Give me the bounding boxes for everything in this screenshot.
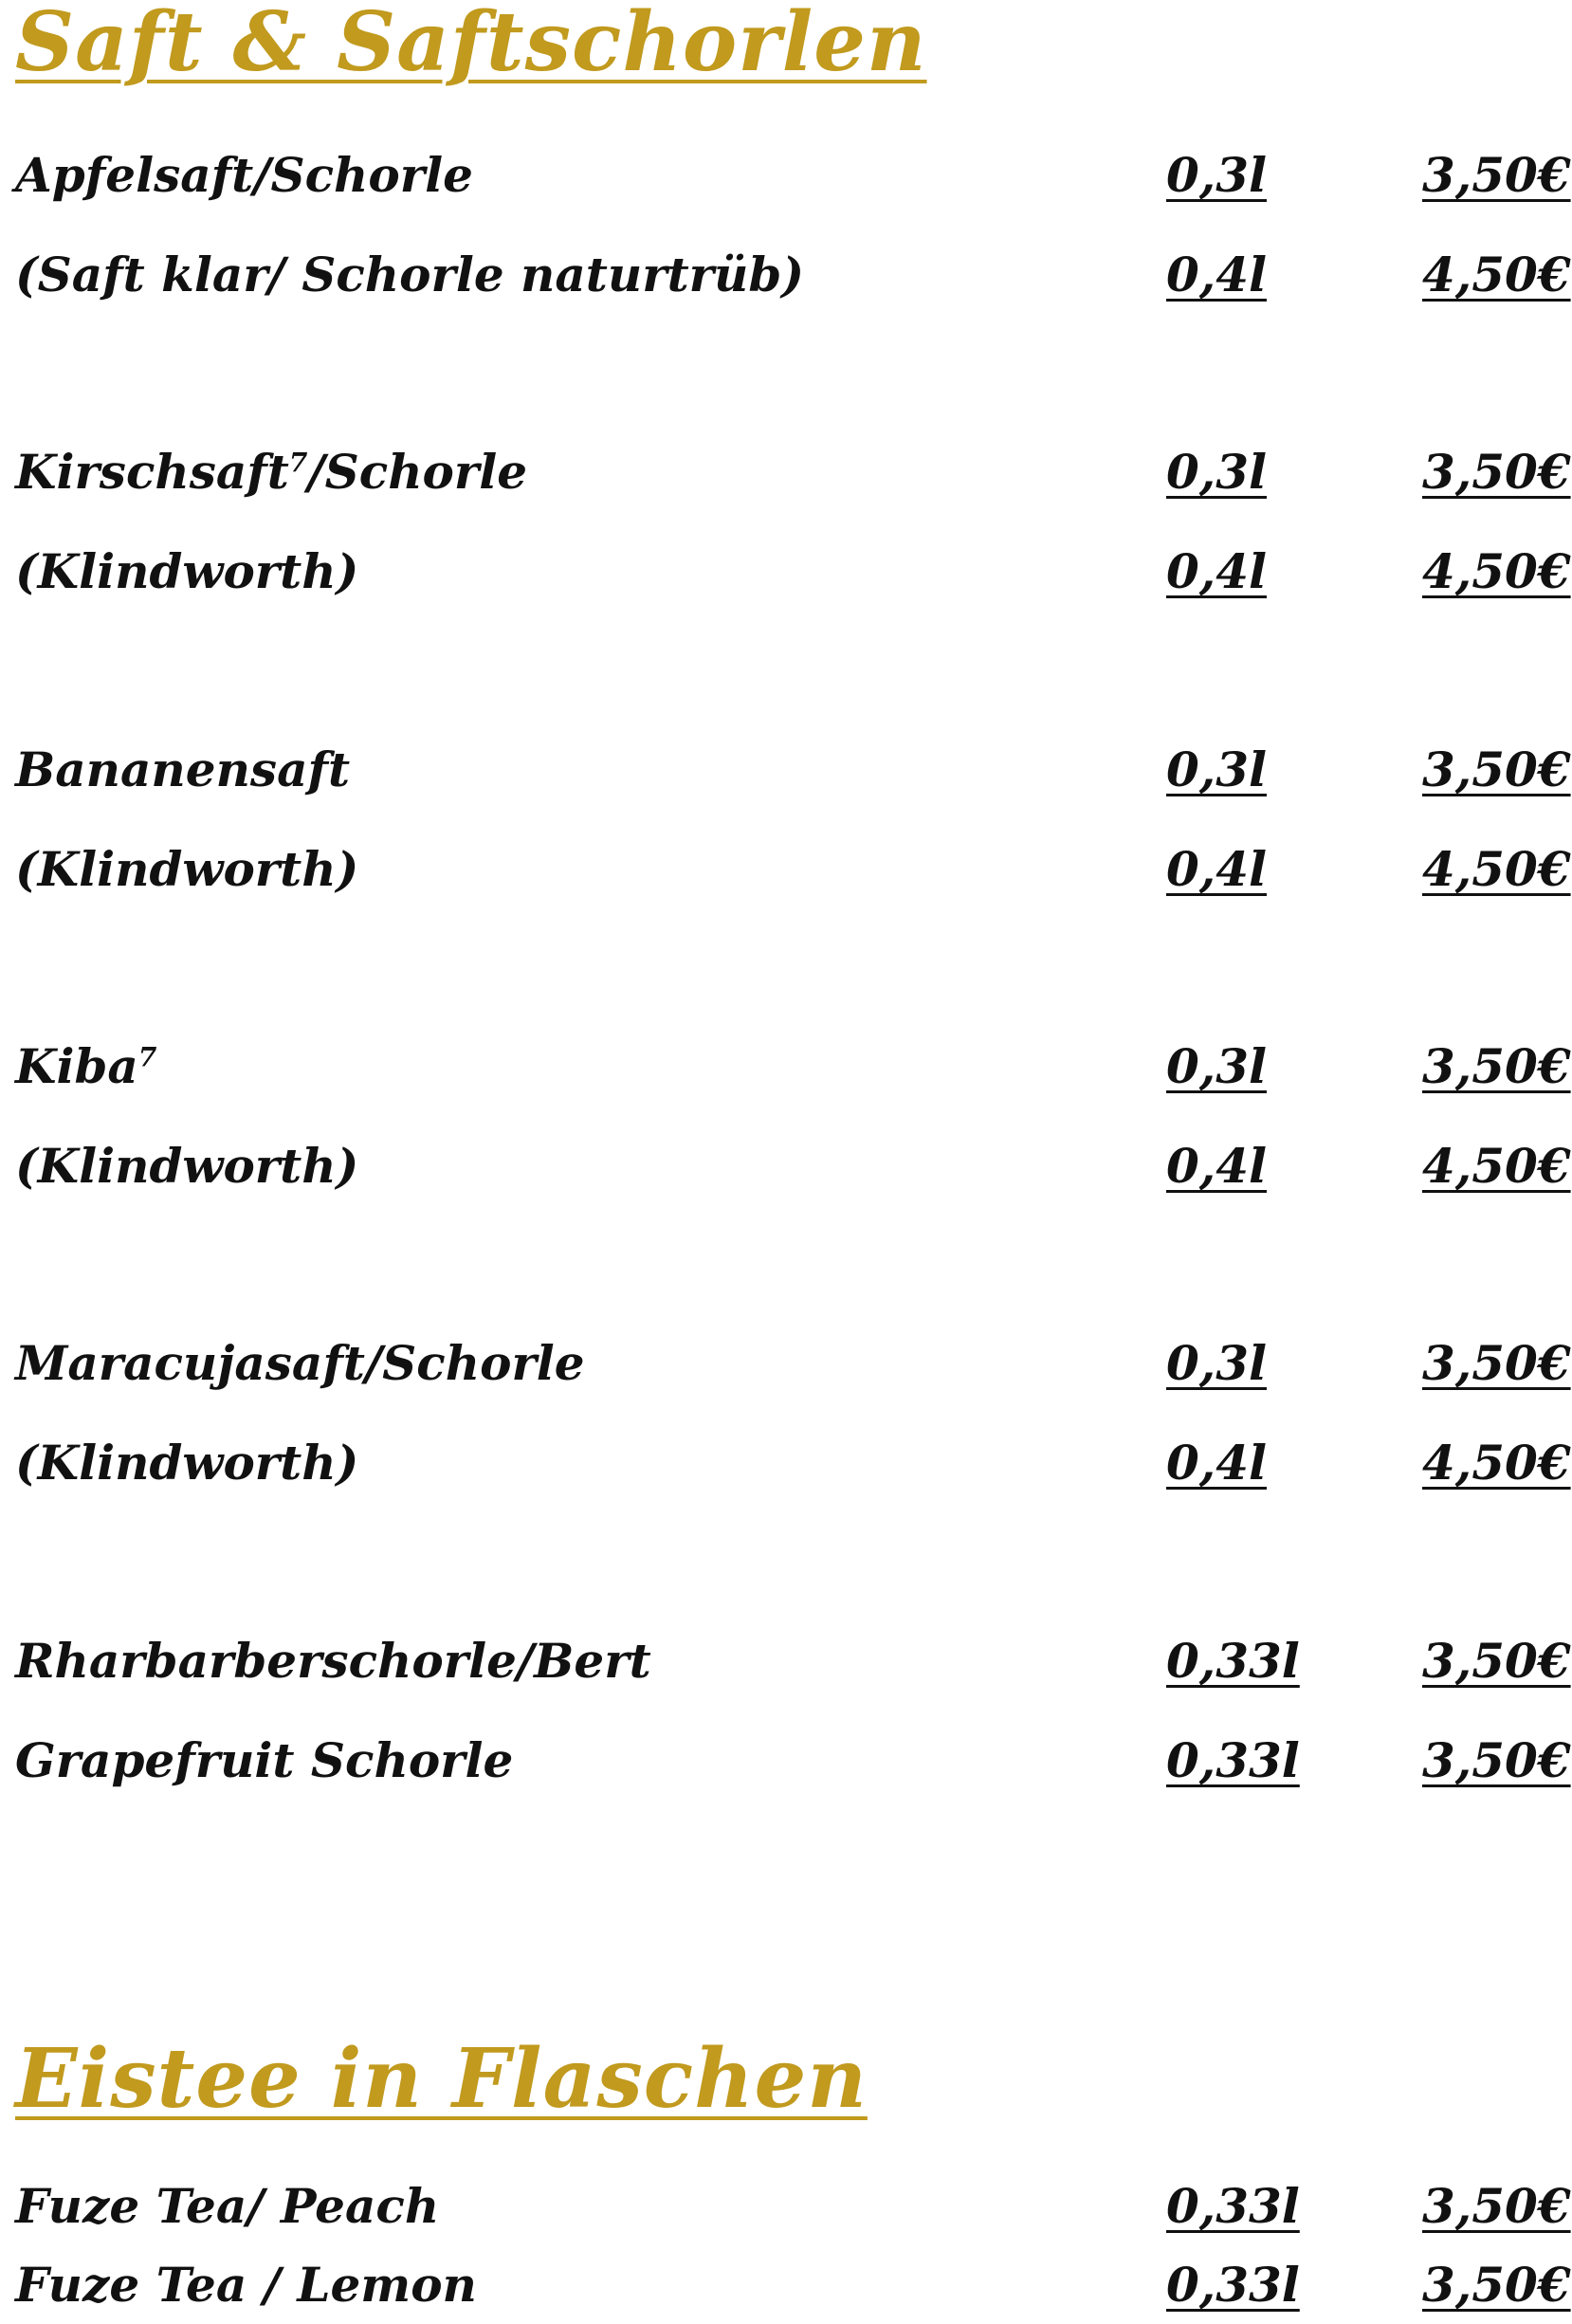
item-price: 4,50€ bbox=[1422, 1435, 1571, 1491]
item-name: Apfelsaft/Schorle bbox=[15, 147, 473, 203]
menu-row bbox=[0, 1128, 1572, 1204]
menu-row bbox=[0, 1326, 1572, 1401]
item-price: 4,50€ bbox=[1422, 247, 1571, 302]
item-volume: 0,33l bbox=[1166, 1633, 1300, 1689]
item-price: 4,50€ bbox=[1422, 543, 1571, 599]
item-volume: 0,3l bbox=[1166, 444, 1267, 500]
menu-row bbox=[0, 1425, 1572, 1501]
item-name: Maracujasaft/Schorle bbox=[15, 1335, 585, 1391]
item-price: 4,50€ bbox=[1422, 1138, 1571, 1194]
item-name: (Klindworth) bbox=[15, 841, 359, 897]
item-volume: 0,4l bbox=[1166, 543, 1267, 599]
item-name-base: Kiba bbox=[15, 1038, 138, 1094]
item-volume: 0,3l bbox=[1166, 1038, 1267, 1094]
allergen-mark: 7 bbox=[288, 447, 308, 479]
item-volume: 0,3l bbox=[1166, 1335, 1267, 1391]
menu-row bbox=[0, 832, 1572, 907]
item-price: 3,50€ bbox=[1422, 741, 1571, 797]
item-volume: 0,4l bbox=[1166, 247, 1267, 302]
item-name: Bananensaft bbox=[15, 741, 351, 797]
item-name: Fuze Tea/ Peach bbox=[15, 2178, 440, 2234]
menu-row bbox=[0, 137, 1572, 213]
item-name: Grapefruit Schorle bbox=[15, 1732, 514, 1788]
item-name-base: Kirschsaft bbox=[15, 444, 289, 500]
item-price: 3,50€ bbox=[1422, 1335, 1571, 1391]
item-name bbox=[15, 434, 527, 510]
menu-row bbox=[0, 534, 1572, 610]
item-volume: 0,3l bbox=[1166, 741, 1267, 797]
menu-row bbox=[0, 237, 1572, 313]
item-name: (Klindworth) bbox=[15, 1435, 359, 1491]
item-name bbox=[15, 1029, 156, 1105]
item-name: Fuze Tea / Lemon bbox=[15, 2257, 477, 2313]
item-name-suffix: /Schorle bbox=[307, 444, 528, 500]
item-volume: 0,4l bbox=[1166, 1138, 1267, 1194]
item-volume: 0,3l bbox=[1166, 147, 1267, 203]
item-name: Rharbarberschorle/Bert bbox=[15, 1633, 651, 1689]
item-volume: 0,33l bbox=[1166, 2257, 1300, 2313]
allergen-mark: 7 bbox=[137, 1041, 157, 1073]
item-volume: 0,4l bbox=[1166, 1435, 1267, 1491]
item-name: (Klindworth) bbox=[15, 1138, 359, 1194]
menu-row bbox=[0, 1029, 1572, 1105]
item-price: 4,50€ bbox=[1422, 841, 1571, 897]
item-volume: 0,33l bbox=[1166, 1732, 1300, 1788]
item-volume: 0,33l bbox=[1166, 2178, 1300, 2234]
item-name: (Klindworth) bbox=[15, 543, 359, 599]
item-price: 3,50€ bbox=[1422, 2257, 1571, 2313]
item-price: 3,50€ bbox=[1422, 2178, 1571, 2234]
menu-row bbox=[0, 2168, 1572, 2244]
menu-row bbox=[0, 2247, 1572, 2323]
item-volume: 0,4l bbox=[1166, 841, 1267, 897]
menu-row bbox=[0, 434, 1572, 510]
item-price: 3,50€ bbox=[1422, 444, 1571, 500]
item-price: 3,50€ bbox=[1422, 1038, 1571, 1094]
section-title-juice: Saft & Saftschorlen bbox=[15, 0, 927, 90]
item-price: 3,50€ bbox=[1422, 1732, 1571, 1788]
menu-row bbox=[0, 732, 1572, 808]
section-title-icetea: Eistee in Flaschen bbox=[15, 2031, 868, 2127]
item-name: (Saft klar/ Schorle naturtrüb) bbox=[15, 247, 804, 302]
menu-row bbox=[0, 1723, 1572, 1799]
menu-row bbox=[0, 1623, 1572, 1699]
item-price: 3,50€ bbox=[1422, 1633, 1571, 1689]
item-price: 3,50€ bbox=[1422, 147, 1571, 203]
